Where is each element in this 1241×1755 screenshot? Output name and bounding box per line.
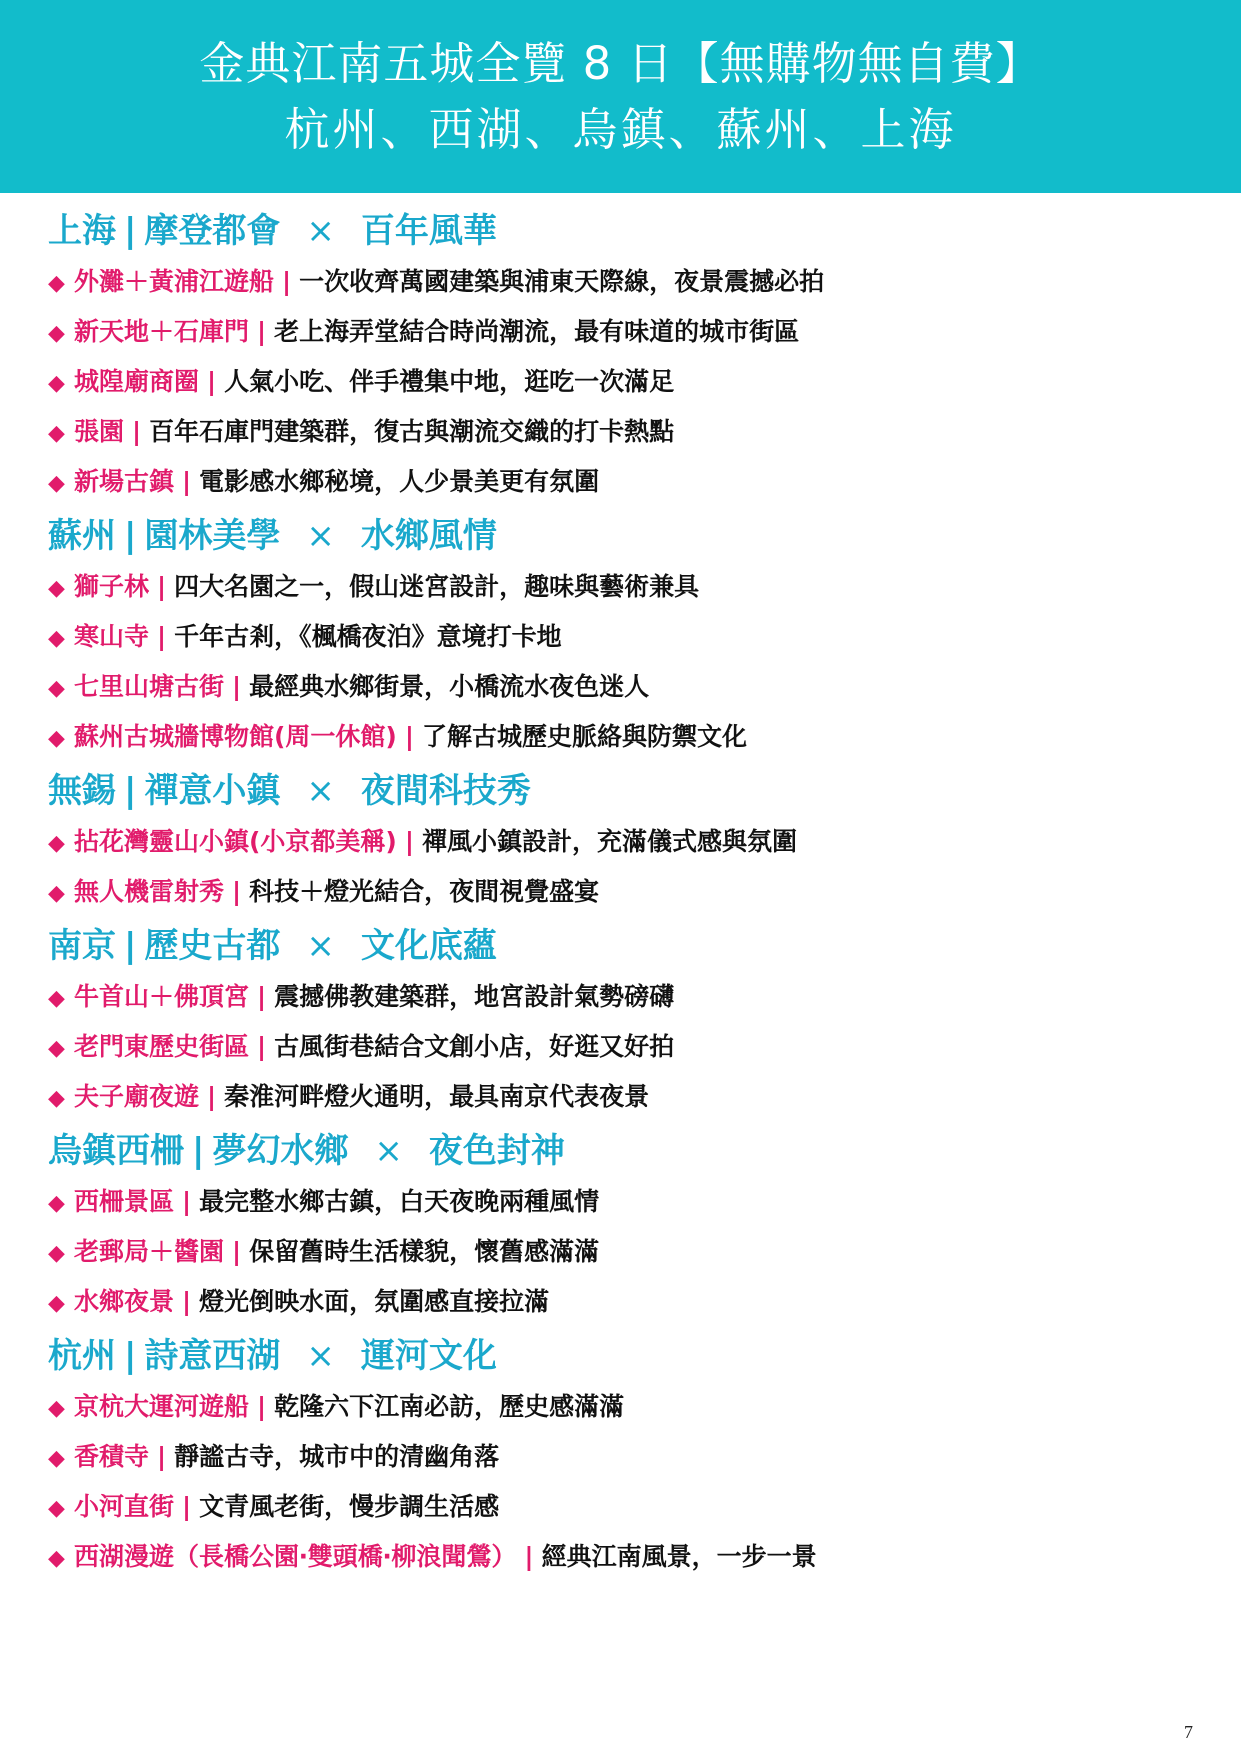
title-line-2: 杭州、西湖、烏鎮、蘇州、上海 (284, 102, 957, 156)
attraction-description: 了解古城歷史脈絡與防禦文化 (422, 722, 748, 751)
heading-separator: | (124, 516, 137, 556)
attraction-name: 新場古鎮 (74, 467, 175, 496)
city-section (48, 927, 1208, 1112)
attraction-description: 電影感水鄉秘境，人少景美更有氛圍 (199, 467, 600, 496)
item-separator: | (404, 722, 414, 751)
list-item (48, 1287, 1208, 1317)
attraction-name: 香積寺 (74, 1442, 150, 1471)
title-line-1: 金典江南五城全覽 8 日【無購物無自費】 (199, 36, 1042, 90)
attraction-description: 老上海弄堂結合時尚潮流，最有味道的城市街區 (274, 317, 800, 346)
times-symbol: × (306, 771, 335, 811)
attraction-name: 小河直街 (74, 1492, 175, 1521)
city-name: 蘇州 (48, 516, 116, 556)
attraction-name: 獅子林 (74, 572, 150, 601)
diamond-bullet-icon: ◆ (48, 1191, 65, 1216)
section-heading (48, 212, 1208, 250)
attraction-description: 秦淮河畔燈火通明，最具南京代表夜景 (224, 1082, 650, 1111)
theme-a: 摩登都會 (144, 211, 281, 251)
itinerary-content (48, 212, 1208, 1592)
diamond-bullet-icon: ◆ (48, 321, 65, 346)
title-banner (0, 0, 1241, 193)
attraction-description: 千年古剎，《楓橋夜泊》意境打卡地 (174, 622, 562, 651)
list-item (48, 267, 1208, 297)
section-heading (48, 772, 1208, 810)
list-item (48, 1187, 1208, 1217)
item-separator: | (524, 1542, 534, 1571)
list-item (48, 877, 1208, 907)
theme-b: 夜間科技秀 (360, 771, 531, 811)
item-separator: | (182, 1492, 192, 1521)
diamond-bullet-icon: ◆ (48, 1546, 65, 1571)
list-item (48, 1542, 1208, 1572)
section-heading (48, 517, 1208, 555)
diamond-bullet-icon: ◆ (48, 881, 65, 906)
attraction-name: 水鄉夜景 (74, 1287, 175, 1316)
diamond-bullet-icon: ◆ (48, 471, 65, 496)
item-separator: | (232, 877, 242, 906)
list-item (48, 672, 1208, 702)
item-separator: | (232, 672, 242, 701)
attraction-name: 夫子廟夜遊 (74, 1082, 200, 1111)
theme-b: 運河文化 (360, 1336, 497, 1376)
item-separator: | (282, 267, 292, 296)
diamond-bullet-icon: ◆ (48, 626, 65, 651)
list-item (48, 1442, 1208, 1472)
attraction-name: 外灘＋黃浦江遊船 (74, 267, 275, 296)
attraction-name: 京杭大運河遊船 (74, 1392, 250, 1421)
list-item (48, 1032, 1208, 1062)
attraction-description: 最經典水鄉街景，小橋流水夜色迷人 (249, 672, 650, 701)
city-name: 杭州 (48, 1336, 116, 1376)
list-item (48, 622, 1208, 652)
theme-b: 百年風華 (360, 211, 497, 251)
section-heading (48, 927, 1208, 965)
attraction-name: 拈花灣靈山小鎮(小京都美稱) (74, 827, 397, 856)
theme-a: 詩意西湖 (144, 1336, 281, 1376)
item-separator: | (232, 1237, 242, 1266)
theme-b: 夜色封神 (428, 1131, 565, 1171)
attraction-description: 最完整水鄉古鎮，白天夜晚兩種風情 (199, 1187, 600, 1216)
attraction-description: 一次收齊萬國建築與浦東天際線，夜景震撼必拍 (299, 267, 825, 296)
city-section (48, 1337, 1208, 1572)
attraction-description: 科技＋燈光結合，夜間視覺盛宴 (249, 877, 600, 906)
attraction-name: 張園 (74, 417, 125, 446)
attraction-name: 老郵局＋醬園 (74, 1237, 225, 1266)
attraction-description: 乾隆六下江南必訪，歷史感滿滿 (274, 1392, 625, 1421)
theme-a: 禪意小鎮 (144, 771, 281, 811)
city-name: 上海 (48, 211, 116, 251)
theme-b: 文化底蘊 (360, 926, 497, 966)
diamond-bullet-icon: ◆ (48, 576, 65, 601)
attraction-name: 牛首山＋佛頂宮 (74, 982, 250, 1011)
city-section (48, 517, 1208, 752)
diamond-bullet-icon: ◆ (48, 1291, 65, 1316)
attraction-description: 經典江南風景，一步一景 (541, 1542, 817, 1571)
list-item (48, 827, 1208, 857)
attraction-description: 人氣小吃、伴手禮集中地，逛吃一次滿足 (224, 367, 675, 396)
city-section (48, 1132, 1208, 1317)
list-item (48, 367, 1208, 397)
times-symbol: × (306, 516, 335, 556)
item-separator: | (157, 1442, 167, 1471)
item-separator: | (157, 572, 167, 601)
item-separator: | (182, 1287, 192, 1316)
diamond-bullet-icon: ◆ (48, 676, 65, 701)
item-separator: | (257, 1032, 267, 1061)
diamond-bullet-icon: ◆ (48, 421, 65, 446)
attraction-name: 無人機雷射秀 (74, 877, 225, 906)
attraction-description: 燈光倒映水面，氛圍感直接拉滿 (199, 1287, 550, 1316)
heading-separator: | (124, 1336, 137, 1376)
times-symbol: × (306, 1336, 335, 1376)
times-symbol: × (374, 1131, 403, 1171)
attraction-name: 寒山寺 (74, 622, 150, 651)
theme-a: 園林美學 (144, 516, 281, 556)
item-separator: | (182, 467, 192, 496)
diamond-bullet-icon: ◆ (48, 371, 65, 396)
item-separator: | (257, 982, 267, 1011)
attraction-description: 古風街巷結合文創小店，好逛又好拍 (274, 1032, 675, 1061)
section-heading (48, 1337, 1208, 1375)
item-separator: | (207, 1082, 217, 1111)
list-item (48, 572, 1208, 602)
attraction-description: 禪風小鎮設計，充滿儀式感與氛圍 (422, 827, 798, 856)
attraction-name: 城隍廟商圈 (74, 367, 200, 396)
attraction-description: 震撼佛教建築群，地宮設計氣勢磅礴 (274, 982, 675, 1011)
heading-separator: | (124, 926, 137, 966)
diamond-bullet-icon: ◆ (48, 271, 65, 296)
diamond-bullet-icon: ◆ (48, 1446, 65, 1471)
list-item (48, 1237, 1208, 1267)
attraction-description: 靜謐古寺，城市中的清幽角落 (174, 1442, 500, 1471)
city-section (48, 212, 1208, 497)
diamond-bullet-icon: ◆ (48, 986, 65, 1011)
list-item (48, 317, 1208, 347)
heading-separator: | (124, 211, 137, 251)
list-item (48, 722, 1208, 752)
city-section (48, 772, 1208, 907)
attraction-description: 四大名園之一，假山迷宮設計，趣味與藝術兼具 (174, 572, 700, 601)
list-item (48, 1082, 1208, 1112)
item-separator: | (257, 1392, 267, 1421)
item-separator: | (157, 622, 167, 651)
list-item (48, 467, 1208, 497)
diamond-bullet-icon: ◆ (48, 726, 65, 751)
item-separator: | (257, 317, 267, 346)
theme-b: 水鄉風情 (360, 516, 497, 556)
item-separator: | (132, 417, 142, 446)
times-symbol: × (306, 926, 335, 966)
attraction-name: 蘇州古城牆博物館(周一休館) (74, 722, 397, 751)
diamond-bullet-icon: ◆ (48, 1086, 65, 1111)
attraction-description: 保留舊時生活樣貌，懷舊感滿滿 (249, 1237, 600, 1266)
list-item (48, 417, 1208, 447)
times-symbol: × (306, 211, 335, 251)
diamond-bullet-icon: ◆ (48, 831, 65, 856)
heading-separator: | (124, 771, 137, 811)
city-name: 南京 (48, 926, 116, 966)
theme-a: 歷史古都 (144, 926, 281, 966)
attraction-name: 西湖漫遊（長橋公園‧雙頭橋‧柳浪聞鶯） (74, 1542, 517, 1571)
item-separator: | (404, 827, 414, 856)
attraction-name: 老門東歷史街區 (74, 1032, 250, 1061)
diamond-bullet-icon: ◆ (48, 1036, 65, 1061)
attraction-name: 新天地＋石庫門 (74, 317, 250, 346)
city-name: 烏鎮西柵 (48, 1131, 184, 1171)
theme-a: 夢幻水鄉 (212, 1131, 349, 1171)
list-item (48, 982, 1208, 1012)
diamond-bullet-icon: ◆ (48, 1496, 65, 1521)
list-item (48, 1392, 1208, 1422)
diamond-bullet-icon: ◆ (48, 1241, 65, 1266)
attraction-name: 七里山塘古街 (74, 672, 225, 701)
city-name: 無錫 (48, 771, 116, 811)
section-heading (48, 1132, 1208, 1170)
item-separator: | (207, 367, 217, 396)
attraction-description: 百年石庫門建築群，復古與潮流交織的打卡熱點 (149, 417, 675, 446)
diamond-bullet-icon: ◆ (48, 1396, 65, 1421)
heading-separator: | (192, 1131, 205, 1171)
list-item (48, 1492, 1208, 1522)
attraction-name: 西柵景區 (74, 1187, 175, 1216)
page-number: 7 (1184, 1722, 1193, 1742)
attraction-description: 文青風老街，慢步調生活感 (199, 1492, 500, 1521)
item-separator: | (182, 1187, 192, 1216)
